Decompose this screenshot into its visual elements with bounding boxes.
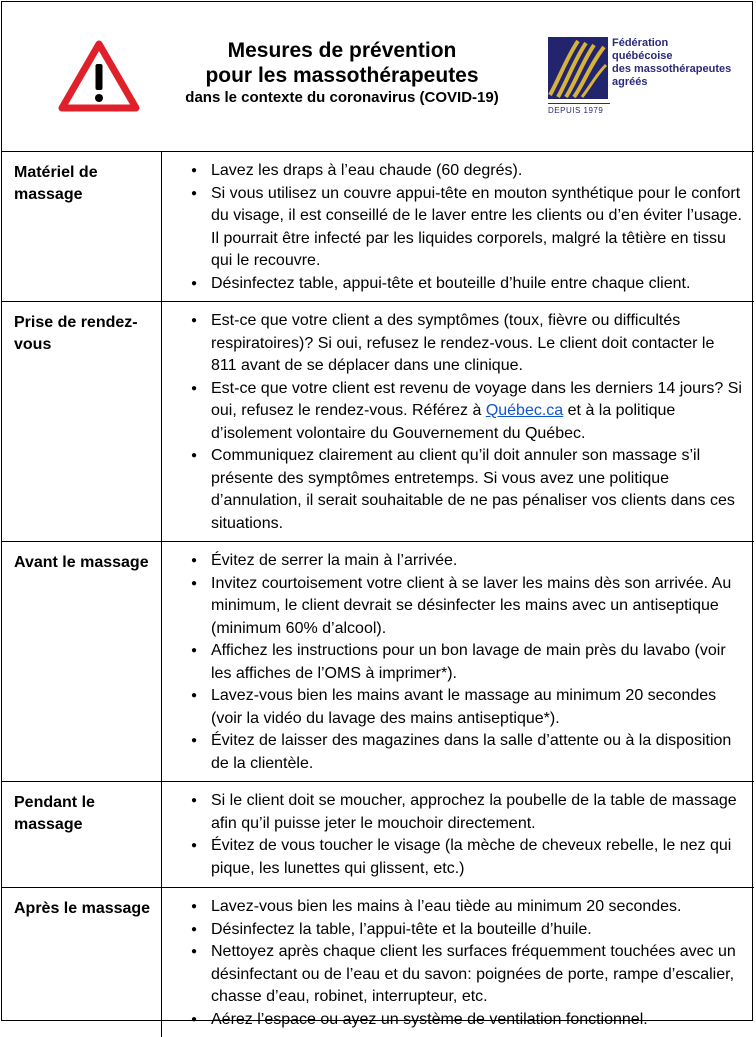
quebec-ca-link[interactable]: Québec.ca xyxy=(486,402,563,419)
list-item: ● Évitez de vous toucher le visage (la mèche de cheveux rebelle, le nez qui pique, les lunettes qui glissent, etc.) xyxy=(172,835,742,880)
table-row xyxy=(2,302,754,542)
table-row xyxy=(2,152,754,302)
list-item: ● Si le client doit se moucher, approchez la poubelle de la table de massage afin qu’il puisse jeter le mouchoir directement. xyxy=(172,790,742,835)
logo-since: DEPUIS 1979 xyxy=(548,103,610,115)
row-content-rendez-vous xyxy=(162,302,755,542)
list-item: ● Évitez de serrer la main à l’arrivée. xyxy=(172,550,742,573)
list-item: ● Désinfectez table, appui-tête et bouteille d’huile entre chaque client. xyxy=(172,273,742,296)
list-item: ● Lavez-vous bien les mains à l’eau tiède au minimum 20 secondes. xyxy=(172,896,742,919)
list-item: ● Évitez de laisser des magazines dans la salle d’attente ou à la disposition de la clientèle. xyxy=(172,730,742,775)
title-line-1: Mesures de prévention xyxy=(152,38,532,63)
table-row xyxy=(2,542,754,782)
list-item: ● Lavez-vous bien les mains avant le massage au minimum 20 secondes (voir la vidéo du lavage des mains antiseptique*). xyxy=(172,685,742,730)
row-content-materiel xyxy=(162,152,755,302)
list-item: ● Lavez les draps à l’eau chaude (60 degrés). xyxy=(172,160,742,183)
row-label-materiel: Matériel de massage xyxy=(2,152,162,302)
warning-triangle-icon xyxy=(58,40,140,112)
list-item: ● Est-ce que votre client a des symptômes (toux, fièvre ou difficultés respiratoires)? Si oui, refusez le rendez-vous. Le client doit contacter le 811 avant de se déplacer dans une clinique. xyxy=(172,310,742,378)
list-item: ● Communiquez clairement au client qu’il doit annuler son massage s’il présente des symptômes entretemps. Si vous avez une politique d’annulation, il serait souhaitable de ne pas pénaliser vos clients dans ces situations. xyxy=(172,445,742,535)
list-item: ● Désinfectez la table, l’appui-tête et la bouteille d’huile. xyxy=(172,919,742,942)
row-content-pendant xyxy=(162,782,755,888)
row-label-rendez-vous: Prise de rendez-vous xyxy=(2,302,162,542)
list-item: ● Est-ce que votre client est revenu de voyage dans les derniers 14 jours? Si oui, refusez le rendez-vous. Référez à Québec.ca et à la politique d’isolement volontaire du Gouvernement du Québec. xyxy=(172,378,742,446)
row-content-avant xyxy=(162,542,755,782)
row-label-pendant: Pendant le massage xyxy=(2,782,162,888)
list-item: ● Aérez l’espace ou ayez un système de ventilation fonctionnel. xyxy=(172,1009,742,1032)
logo-text: Fédération québécoise des massothérapeutes agréés xyxy=(612,37,731,89)
list-item: ● Affichez les instructions pour un bon lavage de main près du lavabo (voir les affiches de l’OMS à imprimer*). xyxy=(172,640,742,685)
list-item: ● Invitez courtoisement votre client à se laver les mains dès son arrivée. Au minimum, le client devrait se désinfecter les mains avec un antiseptique (minimum 60% d’alcool). xyxy=(172,573,742,641)
table-row xyxy=(2,888,754,1037)
title-block xyxy=(152,38,532,108)
table-row xyxy=(2,782,754,888)
fqma-logo-mark xyxy=(548,37,608,99)
list-item: ● Si vous utilisez un couvre appui-tête en mouton synthétique pour le confort du visage, il est conseillé de le laver entre les clients ou d’en éviter l’usage. Il pourrait être infecté par les liquides corporels, malgré la têtière en tissu qui le recouvre. xyxy=(172,183,742,273)
row-label-avant: Avant le massage xyxy=(2,542,162,782)
row-label-apres: Après le massage xyxy=(2,888,162,1037)
row-content-apres xyxy=(162,888,755,1037)
measures-table xyxy=(2,151,754,1037)
document-header xyxy=(2,2,752,152)
subtitle: dans le contexte du coronavirus (COVID-19) xyxy=(152,88,532,108)
list-item: ● Nettoyez après chaque client les surfaces fréquemment touchées avec un désinfectant ou de l’eau et du savon: poignées de porte, rampe d’escalier, chasse d’eau, robinet, interrupteur, etc. xyxy=(172,941,742,1009)
fqma-logo xyxy=(548,37,738,117)
document-frame xyxy=(1,1,753,1021)
title-line-2: pour les massothérapeutes xyxy=(152,63,532,88)
